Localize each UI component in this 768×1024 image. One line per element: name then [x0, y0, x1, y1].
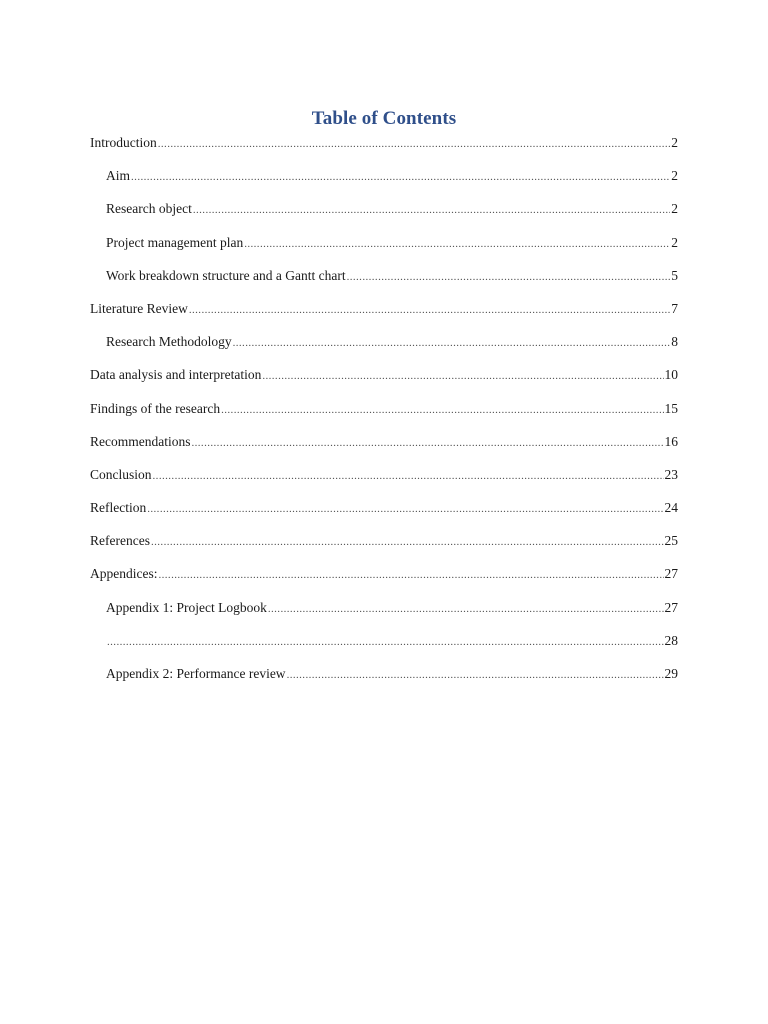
toc-entry-literature-review[interactable] [90, 299, 678, 332]
toc-entry-appendices[interactable] [90, 564, 678, 597]
toc-entry-label: Work breakdown structure and a Gantt chart [106, 267, 346, 283]
toc-entry-references[interactable] [90, 531, 678, 564]
toc-entry-page: 2 [671, 168, 678, 184]
toc-dot-leader [151, 532, 664, 552]
toc-entry-page: 2 [671, 135, 678, 150]
toc-entry-research-object[interactable] [90, 199, 678, 232]
toc-dot-leader [147, 499, 663, 519]
toc-entry-data-analysis[interactable] [90, 365, 678, 398]
toc-entry-label: References [90, 533, 150, 549]
toc-dot-leader [189, 300, 670, 320]
toc-dot-leader [233, 333, 671, 353]
toc-entry-page: 29 [664, 666, 678, 681]
toc-entry-label: Research Methodology [106, 334, 232, 350]
toc-entry-research-methodology[interactable] [90, 332, 678, 365]
toc-entry-page: 24 [664, 500, 678, 516]
toc-entry-page: 28 [664, 632, 678, 648]
toc-entry-label: Aim [106, 168, 131, 184]
toc-title: Table of Contents [311, 108, 457, 129]
toc-dot-leader [287, 665, 664, 685]
toc-entry-page: 2 [671, 201, 678, 217]
toc-entry-page: 8 [671, 334, 678, 350]
toc-entry-page: 10 [664, 367, 678, 383]
toc-entry-recommendations[interactable] [90, 432, 678, 465]
toc-entry-page: 27 [664, 566, 678, 582]
toc-entry-label: Findings of the research [90, 400, 221, 416]
toc-entry-page: 25 [664, 533, 678, 549]
toc-entry-page: 2 [671, 234, 678, 250]
toc-entry-untitled[interactable] [90, 631, 678, 664]
toc-dot-leader [221, 400, 663, 420]
toc-dot-leader [158, 134, 671, 154]
toc-entry-page: 16 [664, 433, 678, 449]
toc-dot-leader [153, 466, 664, 486]
toc-dot-leader [268, 599, 664, 619]
toc-dot-leader [347, 267, 671, 287]
toc-entry-project-management-plan[interactable] [90, 233, 678, 266]
toc-entry-page: 5 [671, 267, 678, 283]
toc-entry-label: Literature Review [90, 300, 188, 316]
toc-entry-reflection[interactable] [90, 498, 678, 531]
toc-entry-aim[interactable] [90, 166, 678, 199]
toc-entry-page: 23 [664, 466, 678, 482]
toc-entry-label: Reflection [90, 500, 147, 516]
toc-entry-label: Project management plan [106, 234, 244, 250]
toc-entry-page: 7 [671, 300, 678, 316]
toc-entry-page: 15 [664, 400, 678, 416]
toc-entry-page: 27 [664, 599, 678, 615]
toc-entry-label: Introduction [90, 135, 157, 150]
toc-entry-label: Appendix 1: Project Logbook [106, 599, 267, 615]
toc-dot-leader [193, 200, 670, 220]
toc-dot-leader [262, 366, 663, 386]
toc-entry-conclusion[interactable] [90, 465, 678, 498]
toc-entry-label: Appendices: [90, 566, 158, 582]
toc-entry-work-breakdown[interactable] [90, 266, 678, 299]
toc-entry-label: Data analysis and interpretation [90, 367, 262, 383]
toc-list [90, 133, 678, 697]
toc-entry-introduction[interactable] [90, 133, 678, 166]
toc-entry-appendix-2[interactable] [90, 664, 678, 697]
toc-dot-leader [191, 433, 663, 453]
toc-entry-findings[interactable] [90, 399, 678, 432]
toc-entry-label: Recommendations [90, 433, 191, 449]
toc-entry-label: Conclusion [90, 466, 152, 482]
toc-dot-leader [244, 234, 670, 254]
toc-dot-leader [107, 632, 664, 652]
toc-dot-leader [131, 167, 670, 187]
toc-entry-label: Appendix 2: Performance review [106, 666, 286, 681]
toc-dot-leader [158, 565, 663, 585]
toc-entry-label: Research object [106, 201, 192, 217]
toc-entry-appendix-1[interactable] [90, 598, 678, 631]
